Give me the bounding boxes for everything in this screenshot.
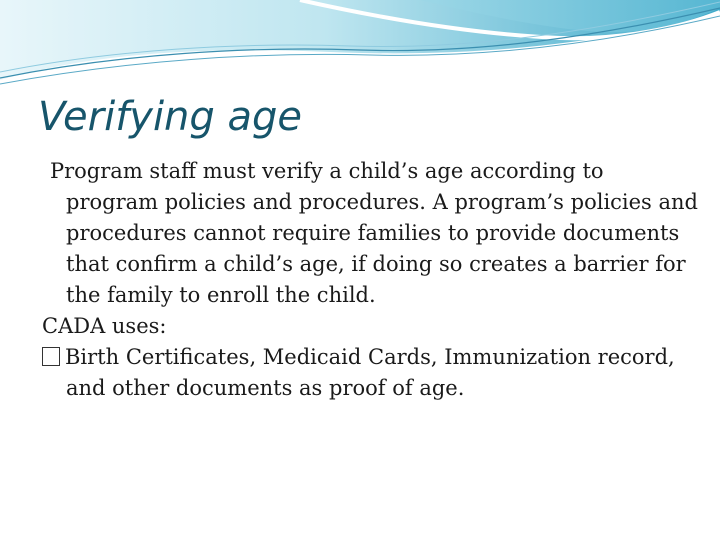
bullet-item <box>42 342 702 404</box>
intro-paragraph: Program staff must verify a child’s age according to program policies and procedures. A program’s policies and procedures cannot require families to provide documents that confirm a child’s age, if doing so creates a barrier for the family to enroll the child. <box>50 159 698 307</box>
missing-glyph-box-icon <box>42 347 60 366</box>
bullet-text: Birth Certificates, Medicaid Cards, Immunization record, and other documents as proof of age. <box>65 345 675 400</box>
slide-title: Verifying age <box>38 94 303 140</box>
header-wave-decoration <box>0 0 720 90</box>
slide-body <box>42 156 702 404</box>
cada-uses-label: CADA uses: <box>42 314 167 338</box>
